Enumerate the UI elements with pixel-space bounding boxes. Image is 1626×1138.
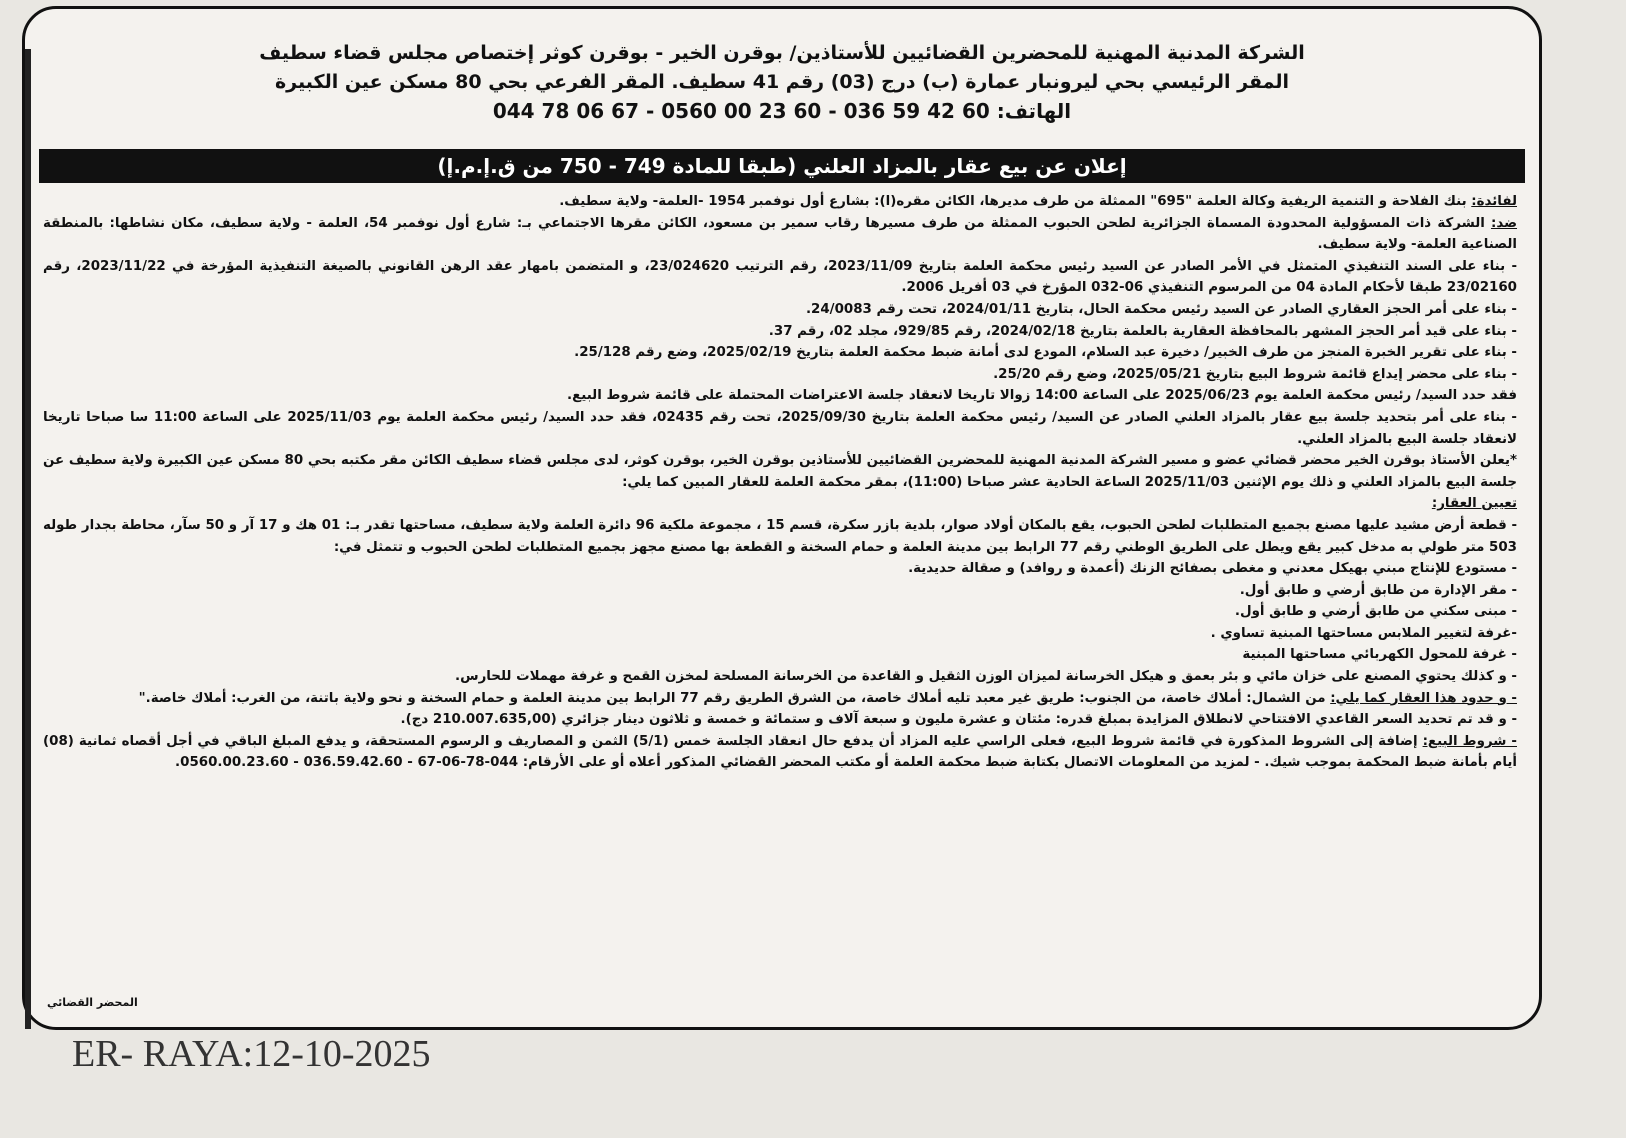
notice-paragraph [43, 623, 1517, 645]
paragraph-text: - بناء على قيد أمر الحجز المشهر بالمحافظة العقارية بالعلمة بتاريخ 2024/02/18، رقم 929/85، مجلد 02، رقم 37. [768, 323, 1517, 339]
notice-paragraph [43, 364, 1517, 386]
notice-paragraph [43, 407, 1517, 450]
paragraph-text: إضافة إلى الشروط المذكورة في قائمة شروط البيع، فعلى الراسي عليه المزاد أن يدفع حال انعقاد الجلسة خمس (5/1) الثمن و المصاريف و الرسوم المستحقة، و يدفع المبلغ الباقي في أجل أقصاه ثمانية (08) أيام بأمانة ضبط المحكمة بموجب شيك. - لمزيد من المعلومات الاتصال بكتابة ضبط محكمة العلمة أو مكتب المحضر القضائي المذكور أعلاه أو على الأرقام: 044-78-06-67 - 036.59.42.60 - 0560.00.23.60. [43, 733, 1517, 771]
notice-paragraph [43, 688, 1517, 710]
paragraph-text: - و قد تم تحديد السعر القاعدي الافتتاحي لانطلاق المزايدة بمبلغ قدره: مئتان و عشرة مليون و سبعة آلاف و ستمائة و خمسة و ثلاثون دينار جزائري (210.007.635,00 دج). [400, 712, 1517, 728]
notice-paragraph [43, 256, 1517, 299]
paragraph-label: ضد: [1490, 215, 1518, 231]
paragraph-text: فقد حدد السيد/ رئيس محكمة العلمة يوم 2025/06/23 على الساعة 14:00 زوالا تاريخا لانعقاد جلسة الاعتراضات المحتملة على قائمة شروط البيع. [567, 388, 1517, 404]
notice-body [43, 191, 1517, 774]
notice-paragraph [43, 709, 1517, 731]
notice-header [85, 39, 1479, 126]
notice-paragraph [43, 450, 1517, 493]
paragraph-text: - مقر الإدارة من طابق أرضي و طابق أول. [1239, 582, 1517, 598]
paragraph-text: - مبنى سكني من طابق أرضي و طابق أول. [1234, 604, 1517, 620]
paragraph-label: - شروط البيع: [1422, 733, 1517, 749]
office-address: المقر الرئيسي بحي ليرونبار عمارة (ب) درج (03) رقم 41 سطيف. المقر الفرعي بحي 80 مسكن عين الكبيرة [274, 71, 1290, 93]
notice-paragraph [43, 666, 1517, 688]
paragraph-label: - و حدود هذا العقار كما يلي: [1330, 690, 1517, 706]
notice-paragraph [43, 385, 1517, 407]
notice-paragraph [43, 558, 1517, 580]
paragraph-text: - مستودع للإنتاج مبني بهيكل معدني و مغطى بصفائح الزنك (أعمدة و روافد) و صقالة حديدية. [908, 561, 1517, 577]
paragraph-text: - غرفة للمحول الكهربائي مساحتها المبنية [1242, 647, 1517, 663]
paragraph-text: - بناء على محضر إيداع قائمة شروط البيع بتاريخ 2025/05/21، وضع رقم 25/20. [993, 366, 1517, 382]
notice-paragraph [43, 191, 1517, 213]
paragraph-label: لفائدة: [1471, 194, 1517, 209]
paragraph-text: - قطعة أرض مشيد عليها مصنع بجميع المتطلبات لطحن الحبوب، يقع بالمكان أولاد صوار، بلدية بازر سكرة، قسم 15 ، مجموعة ملكية 96 دائرة العلمة ولاية سطيف، مساحتها تقدر بـ: 01 هك و 17 آر و 50 سآر، محاطة بجدار طوله 503 متر طولي به مدخل كبير يقع ويطل على الطريق الوطني رقم 77 الرابط بين مدينة العلمة و حمام السخنة و القطعة بها مصنع مجهز بجميع المتطلبات لطحن الحبوب و تتمثل في: [43, 517, 1518, 555]
paragraph-text: - بناء على أمر بتحديد جلسة بيع عقار بالمزاد العلني الصادر عن السيد/ رئيس محكمة العلمة بتاريخ 2025/09/30، تحت رقم 02435، فقد حدد السيد/ رئيس محكمة العلمة يوم 2025/11/03 على الساعة 11:00 سا صباحا تاريخا لانعقاد جلسة البيع بالمزاد العلني. [43, 409, 1517, 447]
notice-paragraph [43, 601, 1517, 623]
paragraph-text: -غرفة لتغيير الملابس مساحتها المبنية تساوي . [1210, 625, 1517, 641]
paragraph-text: - بناء على السند التنفيذي المتمثل في الأمر الصادر عن السيد رئيس محكمة العلمة بتاريخ 2023/11/09، رقم الترتيب 23/024620، و المتضمن بامهار عقد الرهن القانوني بالصيغة التنفيذية المؤرخة في 2023/11/22، رقم 23/02160 طبقا لأحكام المادة 04 من المرسوم التنفيذي 06-032 المؤرخ في 03 أفريل 2006. [43, 258, 1518, 296]
paragraph-text: - بناء على تقرير الخبرة المنجز من طرف الخبير/ دخيرة عبد السلام، المودع لدى أمانة ضبط محكمة العلمة بتاريخ 2025/02/19، وضع رقم 25/128. [574, 345, 1517, 361]
notice-paragraph [43, 299, 1517, 321]
notice-paragraph [43, 580, 1517, 602]
paragraph-text: من الشمال: أملاك خاصة، من الجنوب: طريق غير معبد تليه أملاك خاصة، من الشرق الطريق رقم 77 الرابط بين مدينة العلمة و حمام السخنة و نحو ولاية باتنة، من الغرب: أملاك خاصة." [138, 690, 1331, 706]
notice-paragraph [43, 342, 1517, 364]
publication-stamp: ER- RAYA:12-10-2025 [72, 1033, 431, 1075]
office-phone: الهاتف: 60 42 59 036 - 60 23 00 0560 - 67 06 78 044 [492, 99, 1072, 123]
notice-paragraph [43, 213, 1517, 256]
column-rule [25, 49, 31, 1029]
paragraph-text: - و كذلك يحتوي المصنع على خزان مائي و بئر بعمق و هيكل الخرسانة لميزان الوزن الثقيل و القاعدة من الخرسانة المسلحة لمخزن القمح و غرفة مهملات للحارس. [455, 669, 1517, 685]
paragraph-label: تعيين العقار: [1431, 496, 1517, 512]
paragraph-text: الشركة ذات المسؤولية المحدودة المسماة الجزائرية لطحن الحبوب الممثلة من طرف مسيرها رقاب سمير بن مسعود، الكائن مقرها الاجتماعي بـ: شارع أول نوفمبر 54، العلمة - ولاية سطيف، مكان نشاطها: بالمنطقة الصناعية العلمة- ولاية سطيف. [43, 215, 1517, 253]
notice-paragraph [43, 731, 1517, 774]
signature: المحضر القضائي [47, 996, 138, 1009]
paragraph-text: بنك الفلاحة و التنمية الريفية وكالة العلمة "695" الممثلة من طرف مديرها، الكائن مقره(ا): بشارع أول نوفمبر 1954 -العلمة- ولاية سطيف. [559, 194, 1472, 209]
paragraph-text: - بناء على أمر الحجز العقاري الصادر عن السيد رئيس محكمة الحال، بتاريخ 2024/01/11، تحت رقم 24/0083. [805, 301, 1517, 317]
notice-paragraph [43, 493, 1517, 515]
notice-paragraph [43, 515, 1517, 558]
office-name: الشركة المدنية المهنية للمحضرين القضائيين للأستاذين/ بوقرن الخير - بوقرن كوثر إختصاص مجلس قضاء سطيف [259, 42, 1305, 64]
notice-paragraph [43, 644, 1517, 666]
legal-notice [22, 6, 1542, 1030]
notice-paragraph [43, 321, 1517, 343]
notice-title: إعلان عن بيع عقار بالمزاد العلني (طبقا للمادة 749 - 750 من ق.إ.م.إ) [39, 149, 1525, 183]
paragraph-text: *يعلن الأستاذ بوقرن الخير محضر قضائي عضو و مسير الشركة المدنية المهنية للمحضرين القضائيين للأستاذين بوقرن الخير، بوقرن كوثر، لدى مجلس قضاء سطيف الكائن مقر مكتبه بحي 80 مسكن عين الكبيرة ولاية سطيف عن جلسة البيع بالمزاد العلني و ذلك يوم الإثنين 2025/11/03 الساعة الحادية عشر صباحا (11:00)، بمقر محكمة العلمة للعقار المبين كما يلي: [43, 453, 1517, 490]
